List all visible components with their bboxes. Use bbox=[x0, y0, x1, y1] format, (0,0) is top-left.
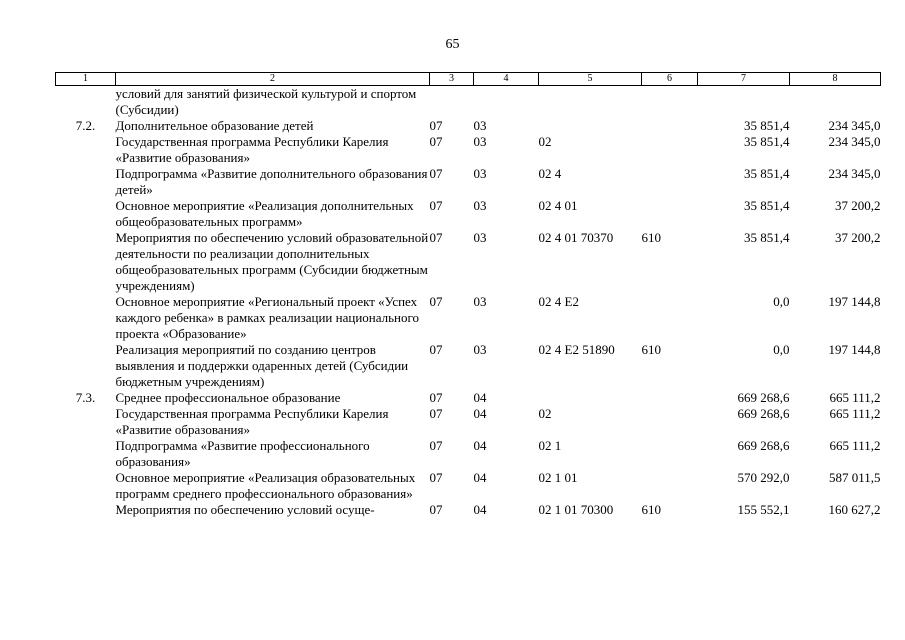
amount-year2-cell bbox=[790, 86, 881, 119]
item-name-cell: Основное мероприятие «Реализация дополнительных общеобразовательных программ» bbox=[115, 198, 414, 229]
table-row bbox=[56, 118, 881, 134]
chapter-code-cell: 07 bbox=[429, 406, 443, 421]
expense-type-cell bbox=[642, 470, 698, 502]
amount-year2-cell: 587 011,5 bbox=[828, 470, 881, 485]
table-row bbox=[56, 390, 881, 406]
amount-year2-cell: 665 111,2 bbox=[829, 406, 881, 421]
subchapter-code-cell: 04 bbox=[473, 406, 487, 421]
chapter-code-cell: 07 bbox=[429, 342, 443, 357]
chapter-code-cell: 07 bbox=[429, 470, 443, 485]
target-article-cell: 02 bbox=[538, 134, 552, 149]
target-article-cell: 02 1 bbox=[538, 438, 562, 453]
amount-year1-cell bbox=[698, 86, 790, 119]
table-row bbox=[56, 294, 881, 342]
page-number: 65 bbox=[445, 37, 460, 52]
amount-year1-cell: 669 268,6 bbox=[737, 390, 790, 405]
subchapter-code-cell: 03 bbox=[473, 134, 487, 149]
column-header: 1 bbox=[56, 73, 116, 86]
table-row bbox=[56, 198, 881, 230]
item-name-cell: Государственная программа Республики Карелия «Развитие образования» bbox=[115, 406, 389, 437]
amount-year1-cell: 669 268,6 bbox=[737, 438, 790, 453]
table-row bbox=[56, 502, 881, 518]
item-name-cell: Подпрограмма «Развитие профессионального образования» bbox=[115, 438, 370, 469]
item-name-cell: Дополнительное образование детей bbox=[115, 118, 314, 133]
chapter-code-cell bbox=[430, 86, 474, 119]
chapter-code-cell: 07 bbox=[429, 166, 443, 181]
expense-type-cell bbox=[642, 438, 698, 470]
amount-year2-cell: 37 200,2 bbox=[835, 198, 881, 213]
expense-type-cell bbox=[642, 294, 698, 342]
table-row bbox=[56, 86, 881, 119]
section-number-cell bbox=[56, 294, 116, 342]
table-body bbox=[56, 86, 881, 519]
target-article-cell: 02 4 E2 bbox=[538, 294, 579, 309]
item-name-cell: Основное мероприятие «Реализация образовательных программ среднего профессионального образования» bbox=[115, 470, 416, 501]
amount-year1-cell: 570 292,0 bbox=[737, 470, 790, 485]
amount-year1-cell: 35 851,4 bbox=[744, 230, 790, 245]
table-row bbox=[56, 134, 881, 166]
section-number-cell bbox=[56, 134, 116, 166]
subchapter-code-cell: 03 bbox=[473, 230, 487, 245]
section-number-cell bbox=[56, 470, 116, 502]
amount-year2-cell: 234 345,0 bbox=[828, 134, 881, 149]
table-row bbox=[56, 470, 881, 502]
target-article-cell: 02 4 bbox=[538, 166, 562, 181]
target-article-cell: 02 1 01 bbox=[538, 470, 578, 485]
chapter-code-cell: 07 bbox=[429, 134, 443, 149]
subchapter-code-cell: 04 bbox=[473, 470, 487, 485]
column-header: 2 bbox=[116, 73, 430, 86]
item-name-cell: Подпрограмма «Развитие дополнительного образования детей» bbox=[115, 166, 428, 197]
expense-type-cell bbox=[642, 86, 698, 119]
item-name-cell: Основное мероприятие «Региональный проект «Успех каждого ребенка» в рамках реализации национального проекта «Образование» bbox=[115, 294, 419, 341]
amount-year2-cell: 37 200,2 bbox=[835, 230, 881, 245]
section-number-cell bbox=[56, 86, 116, 119]
amount-year2-cell: 160 627,2 bbox=[828, 502, 881, 517]
section-number-cell bbox=[56, 342, 116, 390]
item-name-cell: условий для занятий физической культурой и спортом (Субсидии) bbox=[115, 86, 417, 117]
section-number-cell bbox=[56, 230, 116, 294]
amount-year1-cell: 0,0 bbox=[773, 342, 790, 357]
section-number-cell bbox=[56, 502, 116, 518]
table-row bbox=[56, 230, 881, 294]
expense-type-cell bbox=[642, 118, 698, 134]
column-number-header-row bbox=[56, 73, 881, 86]
column-header: 8 bbox=[790, 73, 881, 86]
subchapter-code-cell: 03 bbox=[473, 342, 487, 357]
expense-type-cell bbox=[642, 390, 698, 406]
column-header: 3 bbox=[430, 73, 474, 86]
section-number-cell bbox=[56, 166, 116, 198]
column-header: 7 bbox=[698, 73, 790, 86]
section-number-cell bbox=[56, 406, 116, 438]
subchapter-code-cell: 03 bbox=[473, 294, 487, 309]
section-number-cell: 7.3. bbox=[75, 390, 96, 405]
expense-type-cell bbox=[642, 166, 698, 198]
target-article-cell bbox=[539, 86, 642, 119]
column-header: 4 bbox=[474, 73, 539, 86]
amount-year1-cell: 35 851,4 bbox=[744, 198, 790, 213]
target-article-cell: 02 4 E2 51890 bbox=[538, 342, 615, 357]
amount-year2-cell: 665 111,2 bbox=[829, 438, 881, 453]
chapter-code-cell: 07 bbox=[429, 294, 443, 309]
expense-type-cell bbox=[642, 198, 698, 230]
section-number-cell bbox=[56, 438, 116, 470]
subchapter-code-cell: 04 bbox=[473, 390, 487, 405]
chapter-code-cell: 07 bbox=[429, 118, 443, 133]
table-row bbox=[56, 166, 881, 198]
amount-year2-cell: 665 111,2 bbox=[829, 390, 881, 405]
chapter-code-cell: 07 bbox=[429, 390, 443, 405]
chapter-code-cell: 07 bbox=[429, 230, 443, 245]
expense-type-cell: 610 bbox=[641, 342, 661, 357]
table-row bbox=[56, 438, 881, 470]
subchapter-code-cell: 03 bbox=[473, 198, 487, 213]
amount-year1-cell: 35 851,4 bbox=[744, 118, 790, 133]
chapter-code-cell: 07 bbox=[429, 438, 443, 453]
amount-year1-cell: 155 552,1 bbox=[737, 502, 790, 517]
subchapter-code-cell: 04 bbox=[473, 502, 487, 517]
amount-year2-cell: 197 144,8 bbox=[828, 342, 881, 357]
subchapter-code-cell: 03 bbox=[473, 118, 487, 133]
column-header: 6 bbox=[642, 73, 698, 86]
amount-year2-cell: 234 345,0 bbox=[828, 118, 881, 133]
target-article-cell: 02 4 01 70370 bbox=[538, 230, 614, 245]
item-name-cell: Мероприятия по обеспечению условий образовательной деятельности по реализации дополнительных общеобразовательных программ (Субсидии бюджетным учреждениям) bbox=[115, 230, 429, 293]
amount-year1-cell: 35 851,4 bbox=[744, 134, 790, 149]
budget-table bbox=[55, 72, 881, 518]
expense-type-cell bbox=[642, 134, 698, 166]
chapter-code-cell: 07 bbox=[429, 198, 443, 213]
section-number-cell: 7.2. bbox=[75, 118, 96, 133]
amount-year1-cell: 669 268,6 bbox=[737, 406, 790, 421]
target-article-cell: 02 1 01 70300 bbox=[538, 502, 614, 517]
item-name-cell: Среднее профессиональное образование bbox=[115, 390, 341, 405]
table-row bbox=[56, 406, 881, 438]
amount-year1-cell: 0,0 bbox=[773, 294, 790, 309]
chapter-code-cell: 07 bbox=[429, 502, 443, 517]
column-header: 5 bbox=[539, 73, 642, 86]
target-article-cell bbox=[539, 390, 642, 406]
expense-type-cell: 610 bbox=[641, 502, 661, 517]
item-name-cell: Реализация мероприятий по созданию центров выявления и поддержки одаренных детей (Субсидии бюджетным учреждениям) bbox=[115, 342, 409, 389]
amount-year2-cell: 197 144,8 bbox=[828, 294, 881, 309]
target-article-cell bbox=[539, 118, 642, 134]
amount-year1-cell: 35 851,4 bbox=[744, 166, 790, 181]
target-article-cell: 02 4 01 bbox=[538, 198, 578, 213]
table-row bbox=[56, 342, 881, 390]
section-number-cell bbox=[56, 198, 116, 230]
subchapter-code-cell: 03 bbox=[473, 166, 487, 181]
subchapter-code-cell bbox=[474, 86, 539, 119]
item-name-cell: Государственная программа Республики Карелия «Развитие образования» bbox=[115, 134, 389, 165]
expense-type-cell bbox=[642, 406, 698, 438]
item-name-cell: Мероприятия по обеспечению условий осуще- bbox=[115, 502, 375, 517]
subchapter-code-cell: 04 bbox=[473, 438, 487, 453]
amount-year2-cell: 234 345,0 bbox=[828, 166, 881, 181]
expense-type-cell: 610 bbox=[641, 230, 661, 245]
target-article-cell: 02 bbox=[538, 406, 552, 421]
